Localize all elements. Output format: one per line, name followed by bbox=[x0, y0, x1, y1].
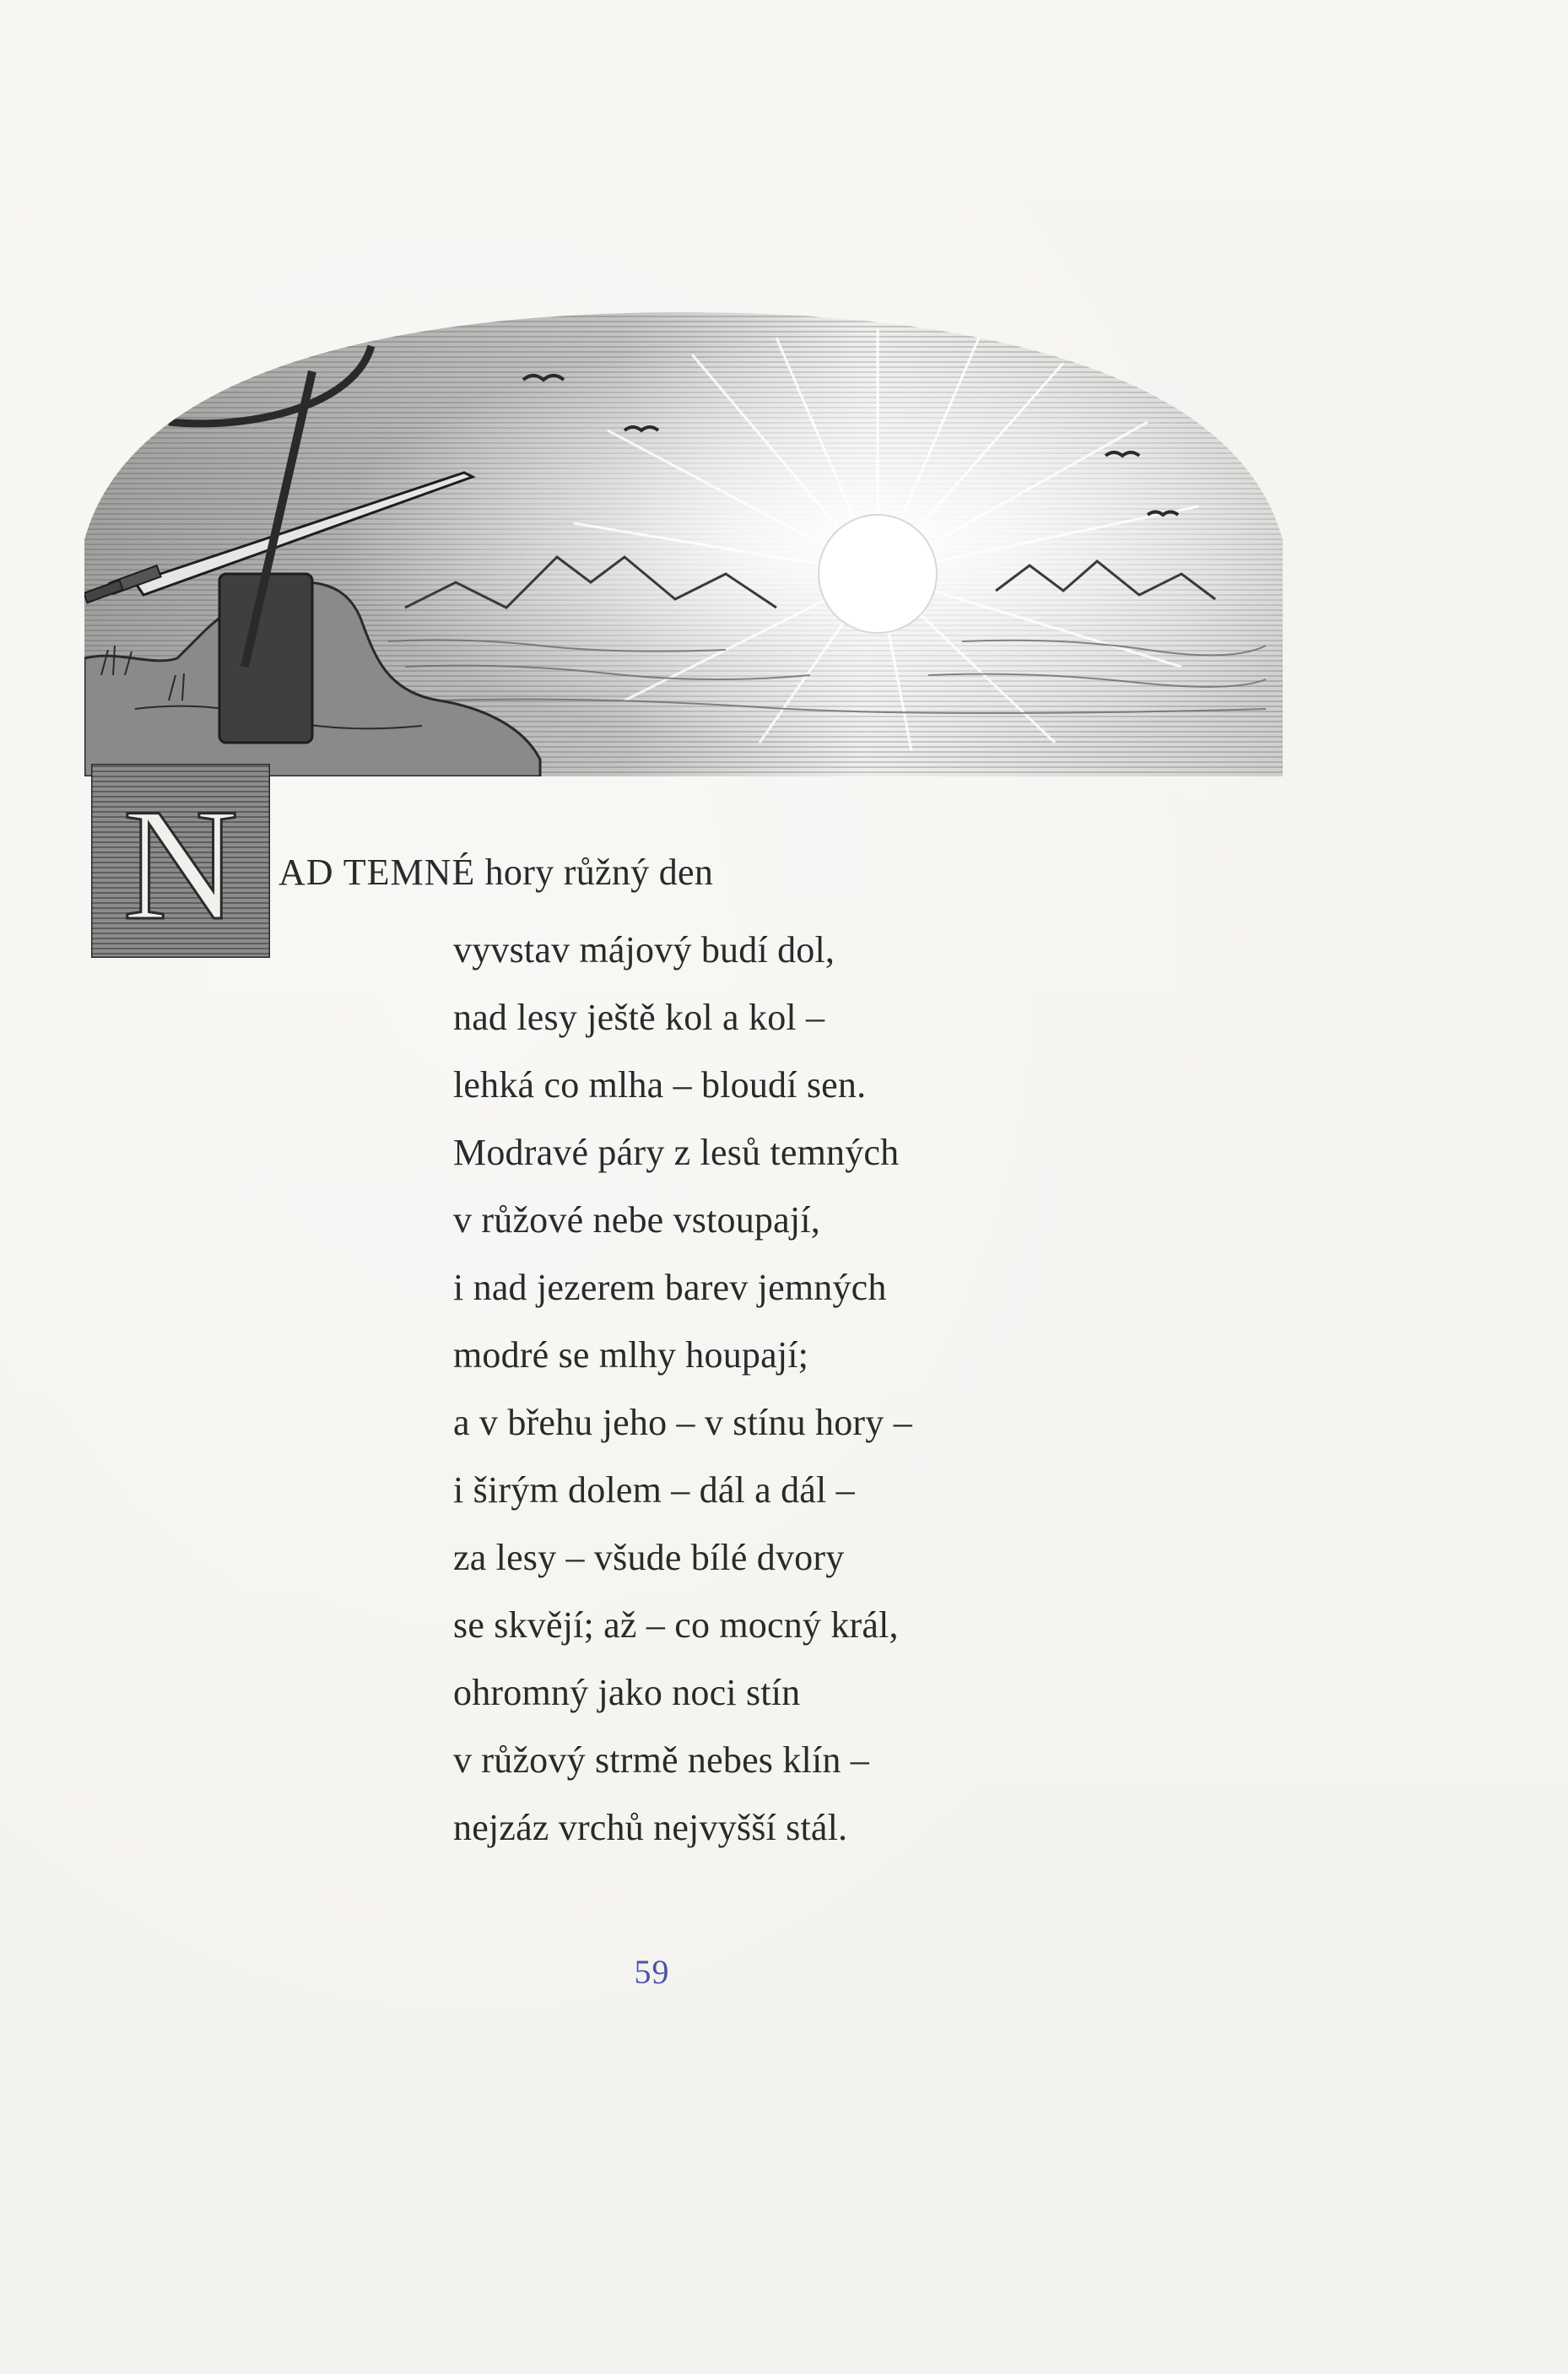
poem-body bbox=[453, 917, 912, 1862]
poem-line: v růžový strmě nebes klín – bbox=[453, 1739, 869, 1781]
drop-cap-letter: N bbox=[122, 776, 239, 954]
page-number: 59 bbox=[634, 1953, 670, 1991]
poem-line: vyvstav májový budí dol, bbox=[453, 929, 835, 971]
poem-line: a v břehu jeho – v stínu hory – bbox=[453, 1402, 912, 1443]
sunrise-landscape-illustration bbox=[84, 304, 1283, 776]
poem-line: nejzáz vrchů nejvyšší stál. bbox=[453, 1807, 848, 1848]
poem-line: modré se mlhy houpají; bbox=[453, 1334, 809, 1376]
poem-line: lehká co mlha – bloudí sen. bbox=[453, 1064, 867, 1106]
stump bbox=[219, 574, 312, 743]
first-line-caps: AD TEMNÉ bbox=[278, 852, 476, 893]
poem-line: za lesy – všude bílé dvory bbox=[453, 1537, 845, 1578]
poem-line: se skvějí; až – co mocný král, bbox=[453, 1604, 899, 1646]
poem-line: ohromný jako noci stín bbox=[453, 1672, 801, 1713]
poem-line: Modravé páry z lesů temných bbox=[453, 1132, 900, 1173]
sun bbox=[819, 515, 937, 633]
poem-first-line bbox=[278, 851, 713, 894]
drop-cap bbox=[91, 764, 270, 958]
first-line-rest: hory růžný den bbox=[475, 852, 714, 893]
poem-line: nad lesy ještě kol a kol – bbox=[453, 997, 825, 1038]
poem-line: v růžové nebe vstoupají, bbox=[453, 1199, 820, 1241]
poem-line: i širým dolem – dál a dál – bbox=[453, 1469, 855, 1511]
poem-line: i nad jezerem barev jemných bbox=[453, 1267, 887, 1308]
